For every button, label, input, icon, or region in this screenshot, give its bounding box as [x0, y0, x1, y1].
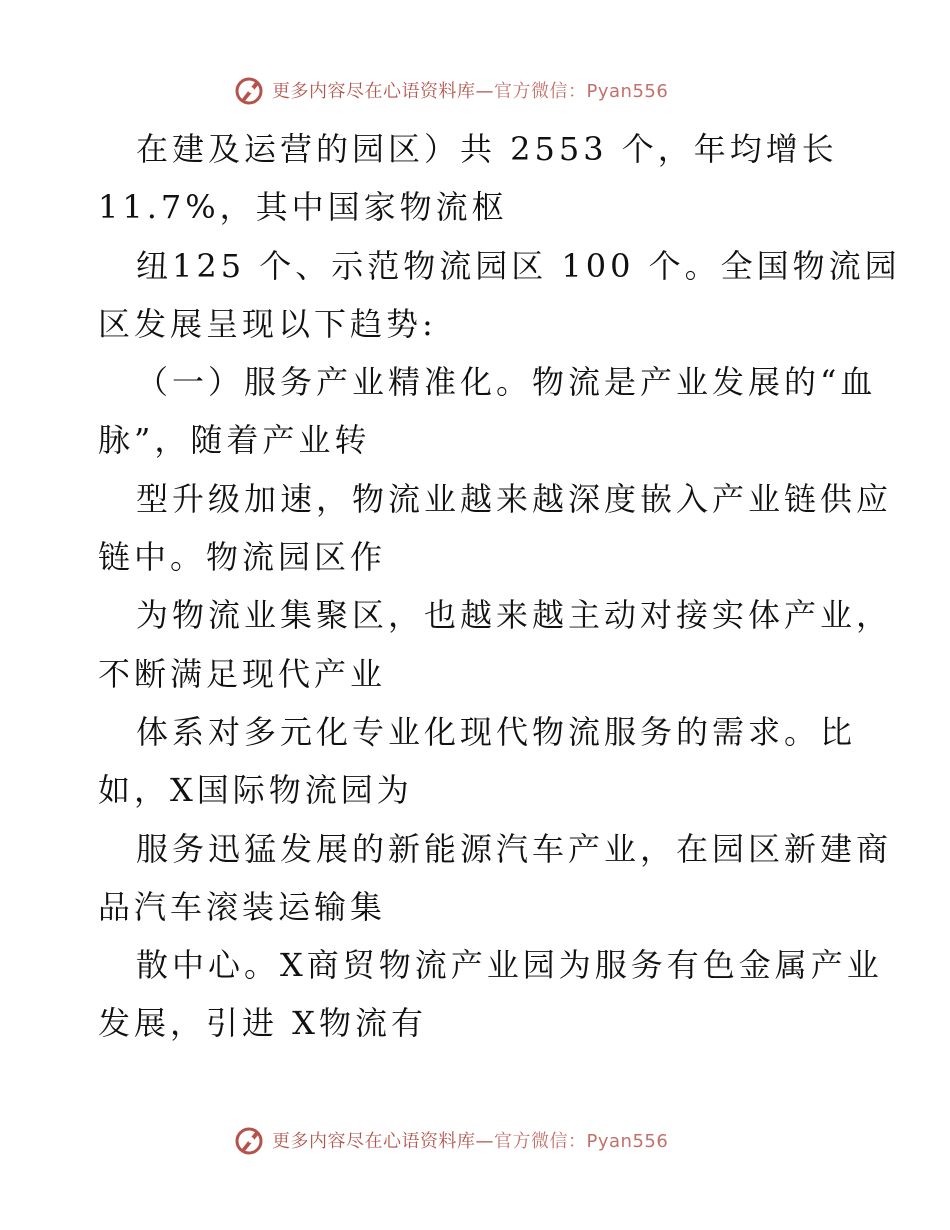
text-line: 区发展呈现以下趋势: — [98, 304, 437, 343]
watermark-text: 更多内容尽在心语资料库—官方微信：Pyan556 — [272, 1131, 669, 1152]
text-line: 服务迅猛发展的新能源汽车产业，在园区新建商 — [136, 829, 893, 868]
pen-logo-icon — [232, 1123, 266, 1157]
text-line: （一）服务产业精准化。物流是产业发展的“血 — [136, 363, 877, 402]
watermark-text: 更多内容尽在心语资料库—官方微信：Pyan556 — [272, 81, 669, 102]
pen-logo-icon — [232, 73, 266, 107]
text-line: 散中心。X商贸物流产业园为服务有色金属产业 — [136, 946, 883, 985]
text-line: 品汽车滚装运输集 — [98, 887, 387, 926]
text-line: 体系对多元化专业化现代物流服务的需求。比 — [136, 712, 857, 751]
text-line: 型升级加速，物流业越来越深度嵌入产业链供应 — [136, 479, 893, 518]
header-watermark — [232, 70, 668, 110]
text-line: 纽125 个、示范物流园区 100 个。全国物流园 — [136, 246, 901, 285]
text-line: 如，X国际物流园为 — [98, 771, 413, 810]
text-line: 链中。物流园区作 — [98, 538, 387, 577]
text-line: 不断满足现代产业 — [98, 654, 387, 693]
footer-watermark — [232, 1120, 668, 1160]
text-line: 脉”，随着产业转 — [98, 421, 371, 460]
text-line: 为物流业集聚区，也越来越主动对接实体产业， — [136, 596, 893, 635]
document-body — [98, 120, 901, 1053]
text-line: 发展，引进 X物流有 — [98, 1004, 427, 1043]
text-line: 在建及运营的园区）共 2553 个，年均增长 — [136, 130, 838, 168]
text-line: 11.7%，其中国家物流枢 — [98, 188, 508, 227]
